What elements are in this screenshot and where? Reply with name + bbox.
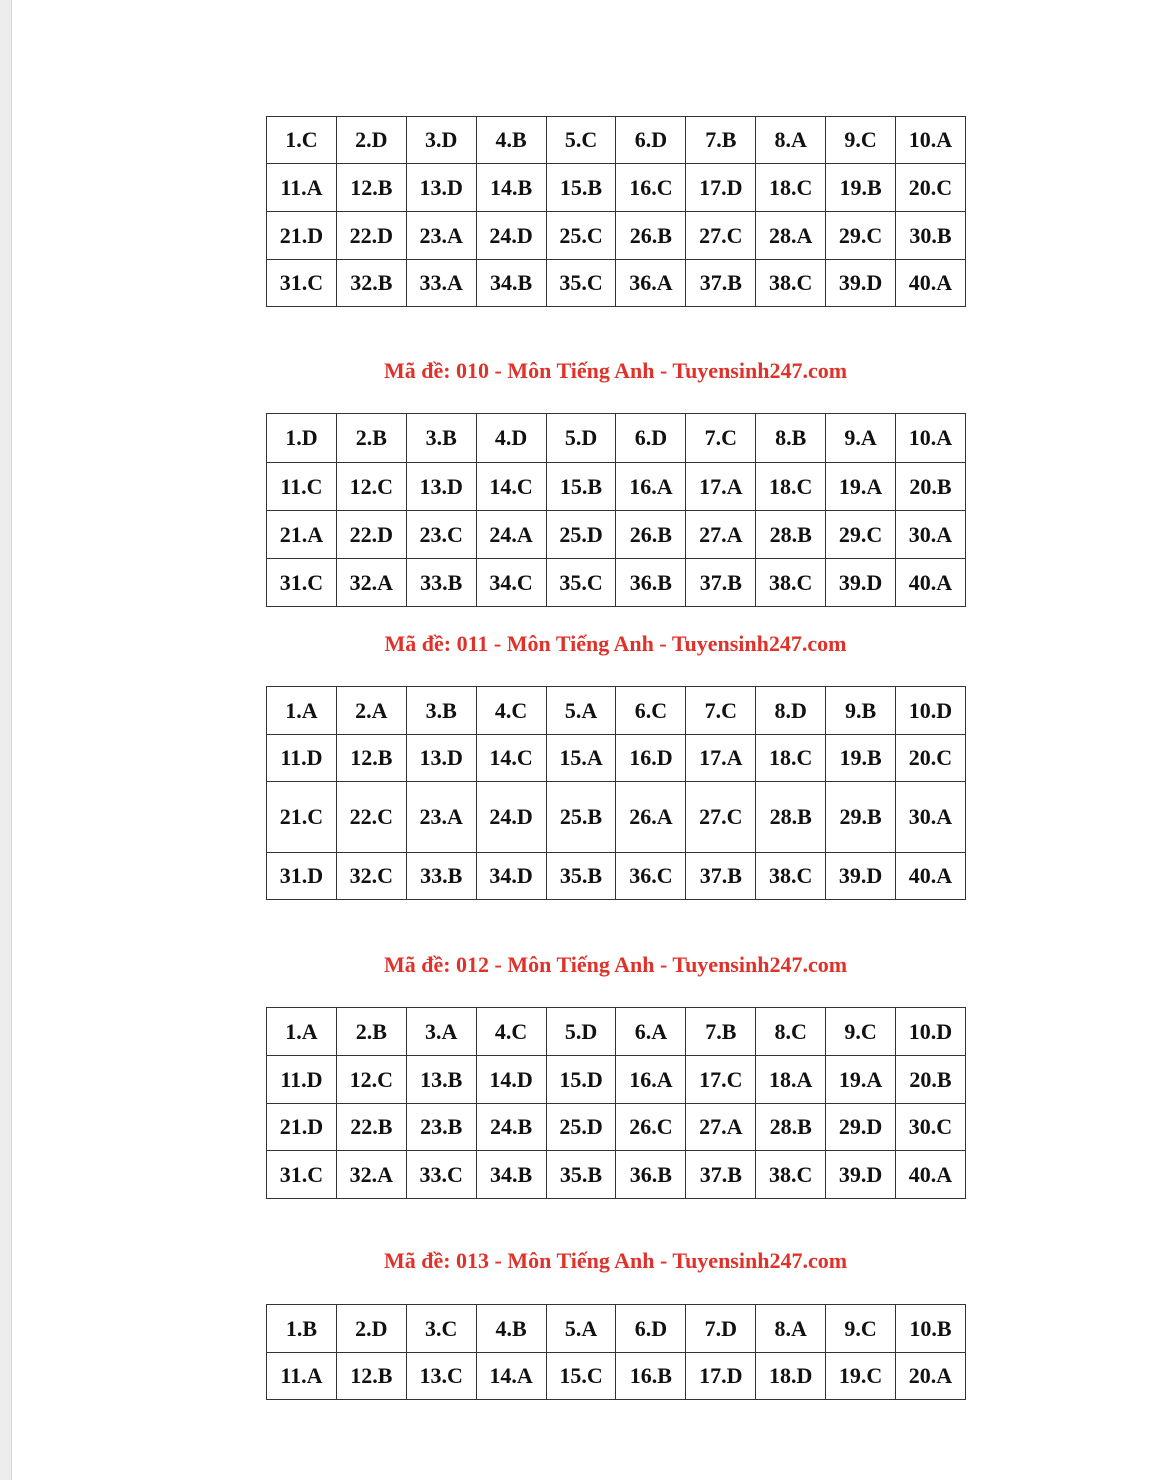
answer-cell: 18.D <box>756 1353 826 1400</box>
answer-row <box>267 463 966 511</box>
answer-cell: 9.C <box>826 1008 896 1056</box>
answer-cell: 6.D <box>616 117 686 164</box>
answer-cell: 8.B <box>756 414 826 463</box>
answer-cell: 37.B <box>686 559 756 607</box>
answer-cell: 25.C <box>546 212 616 260</box>
answer-cell: 20.B <box>896 1056 966 1104</box>
answer-cell: 18.A <box>756 1056 826 1104</box>
answer-cell: 24.A <box>476 511 546 559</box>
answer-cell: 10.D <box>896 1008 966 1056</box>
answer-key-table <box>266 116 966 307</box>
answer-cell: 10.B <box>896 1305 966 1353</box>
answer-cell: 28.B <box>756 782 826 853</box>
answer-cell: 31.C <box>267 1151 337 1199</box>
answer-cell: 4.C <box>476 687 546 735</box>
answer-row <box>267 1151 966 1199</box>
answer-cell: 4.D <box>476 414 546 463</box>
answer-cell: 11.A <box>267 164 337 212</box>
answer-cell: 32.C <box>336 853 406 900</box>
answer-cell: 33.B <box>406 853 476 900</box>
answer-row <box>267 164 966 212</box>
answer-cell: 31.D <box>267 853 337 900</box>
answer-cell: 36.A <box>616 260 686 307</box>
answer-cell: 5.A <box>546 1305 616 1353</box>
answer-cell: 34.B <box>476 260 546 307</box>
answer-row <box>267 260 966 307</box>
answer-cell: 5.D <box>546 414 616 463</box>
answer-cell: 33.A <box>406 260 476 307</box>
answer-cell: 31.C <box>267 260 337 307</box>
answer-cell: 1.C <box>267 117 337 164</box>
answer-cell: 12.B <box>336 1353 406 1400</box>
answer-cell: 4.B <box>476 117 546 164</box>
answer-cell: 29.D <box>826 1104 896 1151</box>
answer-cell: 6.C <box>616 687 686 735</box>
answer-row <box>267 735 966 782</box>
answer-cell: 17.A <box>686 463 756 511</box>
answer-cell: 33.B <box>406 559 476 607</box>
answer-cell: 14.D <box>476 1056 546 1104</box>
answer-cell: 5.A <box>546 687 616 735</box>
answer-cell: 7.B <box>686 1008 756 1056</box>
answer-cell: 17.C <box>686 1056 756 1104</box>
answer-cell: 14.C <box>476 735 546 782</box>
answer-cell: 16.A <box>616 1056 686 1104</box>
answer-cell: 25.B <box>546 782 616 853</box>
answer-cell: 16.D <box>616 735 686 782</box>
answer-cell: 15.C <box>546 1353 616 1400</box>
answer-row <box>267 853 966 900</box>
answer-cell: 24.B <box>476 1104 546 1151</box>
answer-cell: 29.C <box>826 511 896 559</box>
answer-cell: 11.D <box>267 735 337 782</box>
answer-cell: 22.B <box>336 1104 406 1151</box>
answer-row <box>267 782 966 853</box>
answer-cell: 32.B <box>336 260 406 307</box>
answer-cell: 27.A <box>686 1104 756 1151</box>
answer-cell: 17.D <box>686 1353 756 1400</box>
page-left-edge <box>0 0 12 1480</box>
answer-cell: 22.D <box>336 212 406 260</box>
answer-key-table <box>266 686 966 900</box>
answer-cell: 9.C <box>826 1305 896 1353</box>
answer-cell: 21.D <box>267 212 337 260</box>
answer-cell: 39.D <box>826 559 896 607</box>
answer-cell: 16.B <box>616 1353 686 1400</box>
answer-row <box>267 511 966 559</box>
answer-cell: 13.D <box>406 164 476 212</box>
answer-row <box>267 1056 966 1104</box>
answer-cell: 34.C <box>476 559 546 607</box>
answer-row <box>267 687 966 735</box>
answer-cell: 18.C <box>756 164 826 212</box>
answer-cell: 27.C <box>686 212 756 260</box>
answer-cell: 2.D <box>336 117 406 164</box>
answer-cell: 26.B <box>616 511 686 559</box>
answer-cell: 14.A <box>476 1353 546 1400</box>
answer-cell: 17.D <box>686 164 756 212</box>
answer-cell: 2.B <box>336 414 406 463</box>
answer-cell: 38.C <box>756 1151 826 1199</box>
answer-cell: 35.B <box>546 853 616 900</box>
answer-cell: 37.B <box>686 853 756 900</box>
answer-cell: 26.B <box>616 212 686 260</box>
answer-key-table <box>266 413 966 607</box>
answer-cell: 30.A <box>896 782 966 853</box>
answer-cell: 20.C <box>896 735 966 782</box>
answer-cell: 11.C <box>267 463 337 511</box>
answer-key-table <box>266 1304 966 1400</box>
answer-cell: 21.A <box>267 511 337 559</box>
answer-cell: 32.A <box>336 559 406 607</box>
answer-cell: 30.A <box>896 511 966 559</box>
answer-cell: 8.C <box>756 1008 826 1056</box>
answer-cell: 15.A <box>546 735 616 782</box>
answer-row <box>267 1305 966 1353</box>
answer-cell: 1.A <box>267 687 337 735</box>
answer-cell: 39.D <box>826 853 896 900</box>
answer-cell: 15.D <box>546 1056 616 1104</box>
answer-cell: 8.A <box>756 117 826 164</box>
answer-cell: 28.A <box>756 212 826 260</box>
answer-cell: 26.C <box>616 1104 686 1151</box>
answer-cell: 25.D <box>546 1104 616 1151</box>
answer-row <box>267 117 966 164</box>
answer-cell: 28.B <box>756 1104 826 1151</box>
answer-row <box>267 559 966 607</box>
answer-cell: 8.D <box>756 687 826 735</box>
answer-cell: 20.B <box>896 463 966 511</box>
answer-cell: 7.C <box>686 687 756 735</box>
answer-cell: 12.C <box>336 463 406 511</box>
answer-cell: 30.B <box>896 212 966 260</box>
section-heading: Mã đề: 012 - Môn Tiếng Anh - Tuyensinh247.com <box>383 952 848 977</box>
answer-cell: 4.B <box>476 1305 546 1353</box>
section-heading: Mã đề: 010 - Môn Tiếng Anh - Tuyensinh247.com <box>383 358 848 383</box>
answer-cell: 14.C <box>476 463 546 511</box>
answer-cell: 29.B <box>826 782 896 853</box>
answer-cell: 5.C <box>546 117 616 164</box>
answer-cell: 13.C <box>406 1353 476 1400</box>
answer-cell: 9.B <box>826 687 896 735</box>
answer-cell: 12.C <box>336 1056 406 1104</box>
answer-cell: 4.C <box>476 1008 546 1056</box>
answer-cell: 39.D <box>826 260 896 307</box>
answer-cell: 31.C <box>267 559 337 607</box>
answer-cell: 18.C <box>756 463 826 511</box>
answer-cell: 2.A <box>336 687 406 735</box>
answer-cell: 24.D <box>476 782 546 853</box>
answer-cell: 27.C <box>686 782 756 853</box>
answer-row <box>267 1008 966 1056</box>
answer-cell: 6.D <box>616 1305 686 1353</box>
answer-cell: 16.A <box>616 463 686 511</box>
answer-cell: 34.D <box>476 853 546 900</box>
answer-cell: 35.C <box>546 559 616 607</box>
answer-cell: 13.D <box>406 463 476 511</box>
answer-cell: 12.B <box>336 735 406 782</box>
answer-cell: 36.B <box>616 1151 686 1199</box>
answer-cell: 24.D <box>476 212 546 260</box>
answer-cell: 3.B <box>406 687 476 735</box>
answer-cell: 39.D <box>826 1151 896 1199</box>
answer-cell: 33.C <box>406 1151 476 1199</box>
answer-cell: 6.D <box>616 414 686 463</box>
answer-cell: 8.A <box>756 1305 826 1353</box>
answer-row <box>267 212 966 260</box>
answer-cell: 13.B <box>406 1056 476 1104</box>
answer-cell: 7.D <box>686 1305 756 1353</box>
answer-cell: 35.C <box>546 260 616 307</box>
answer-cell: 22.C <box>336 782 406 853</box>
answer-row <box>267 414 966 463</box>
answer-cell: 36.B <box>616 559 686 607</box>
answer-cell: 23.A <box>406 782 476 853</box>
answer-cell: 9.A <box>826 414 896 463</box>
answer-cell: 20.C <box>896 164 966 212</box>
answer-cell: 1.B <box>267 1305 337 1353</box>
answer-cell: 27.A <box>686 511 756 559</box>
answer-cell: 6.A <box>616 1008 686 1056</box>
answer-cell: 19.B <box>826 164 896 212</box>
answer-key-table <box>266 1007 966 1199</box>
answer-cell: 9.C <box>826 117 896 164</box>
answer-cell: 34.B <box>476 1151 546 1199</box>
answer-cell: 7.C <box>686 414 756 463</box>
answer-cell: 19.B <box>826 735 896 782</box>
answer-cell: 15.B <box>546 164 616 212</box>
answer-cell: 38.C <box>756 559 826 607</box>
answer-cell: 19.A <box>826 463 896 511</box>
answer-cell: 28.B <box>756 511 826 559</box>
answer-cell: 3.B <box>406 414 476 463</box>
answer-cell: 40.A <box>896 260 966 307</box>
answer-cell: 38.C <box>756 853 826 900</box>
answer-row <box>267 1353 966 1400</box>
answer-cell: 21.C <box>267 782 337 853</box>
answer-cell: 23.C <box>406 511 476 559</box>
answer-cell: 40.A <box>896 853 966 900</box>
answer-cell: 11.A <box>267 1353 337 1400</box>
answer-cell: 35.B <box>546 1151 616 1199</box>
answer-cell: 30.C <box>896 1104 966 1151</box>
answer-row <box>267 1104 966 1151</box>
answer-cell: 12.B <box>336 164 406 212</box>
answer-cell: 1.A <box>267 1008 337 1056</box>
answer-cell: 29.C <box>826 212 896 260</box>
answer-cell: 26.A <box>616 782 686 853</box>
answer-cell: 2.B <box>336 1008 406 1056</box>
answer-cell: 23.A <box>406 212 476 260</box>
answer-cell: 23.B <box>406 1104 476 1151</box>
answer-cell: 40.A <box>896 1151 966 1199</box>
answer-cell: 5.D <box>546 1008 616 1056</box>
answer-cell: 3.A <box>406 1008 476 1056</box>
answer-cell: 22.D <box>336 511 406 559</box>
answer-cell: 10.A <box>896 414 966 463</box>
answer-cell: 13.D <box>406 735 476 782</box>
answer-cell: 10.D <box>896 687 966 735</box>
answer-cell: 32.A <box>336 1151 406 1199</box>
answer-cell: 19.C <box>826 1353 896 1400</box>
answer-cell: 37.B <box>686 1151 756 1199</box>
answer-cell: 38.C <box>756 260 826 307</box>
answer-cell: 20.A <box>896 1353 966 1400</box>
answer-cell: 1.D <box>267 414 337 463</box>
answer-cell: 16.C <box>616 164 686 212</box>
answer-cell: 14.B <box>476 164 546 212</box>
answer-cell: 17.A <box>686 735 756 782</box>
answer-cell: 15.B <box>546 463 616 511</box>
answer-cell: 3.D <box>406 117 476 164</box>
answer-cell: 10.A <box>896 117 966 164</box>
answer-cell: 36.C <box>616 853 686 900</box>
answer-cell: 2.D <box>336 1305 406 1353</box>
answer-cell: 21.D <box>267 1104 337 1151</box>
answer-cell: 18.C <box>756 735 826 782</box>
section-heading: Mã đề: 011 - Môn Tiếng Anh - Tuyensinh247.com <box>384 631 847 656</box>
answer-cell: 37.B <box>686 260 756 307</box>
answer-cell: 19.A <box>826 1056 896 1104</box>
answer-cell: 11.D <box>267 1056 337 1104</box>
answer-cell: 25.D <box>546 511 616 559</box>
answer-cell: 7.B <box>686 117 756 164</box>
section-heading: Mã đề: 013 - Môn Tiếng Anh - Tuyensinh247.com <box>383 1248 848 1273</box>
answer-cell: 40.A <box>896 559 966 607</box>
answer-cell: 3.C <box>406 1305 476 1353</box>
